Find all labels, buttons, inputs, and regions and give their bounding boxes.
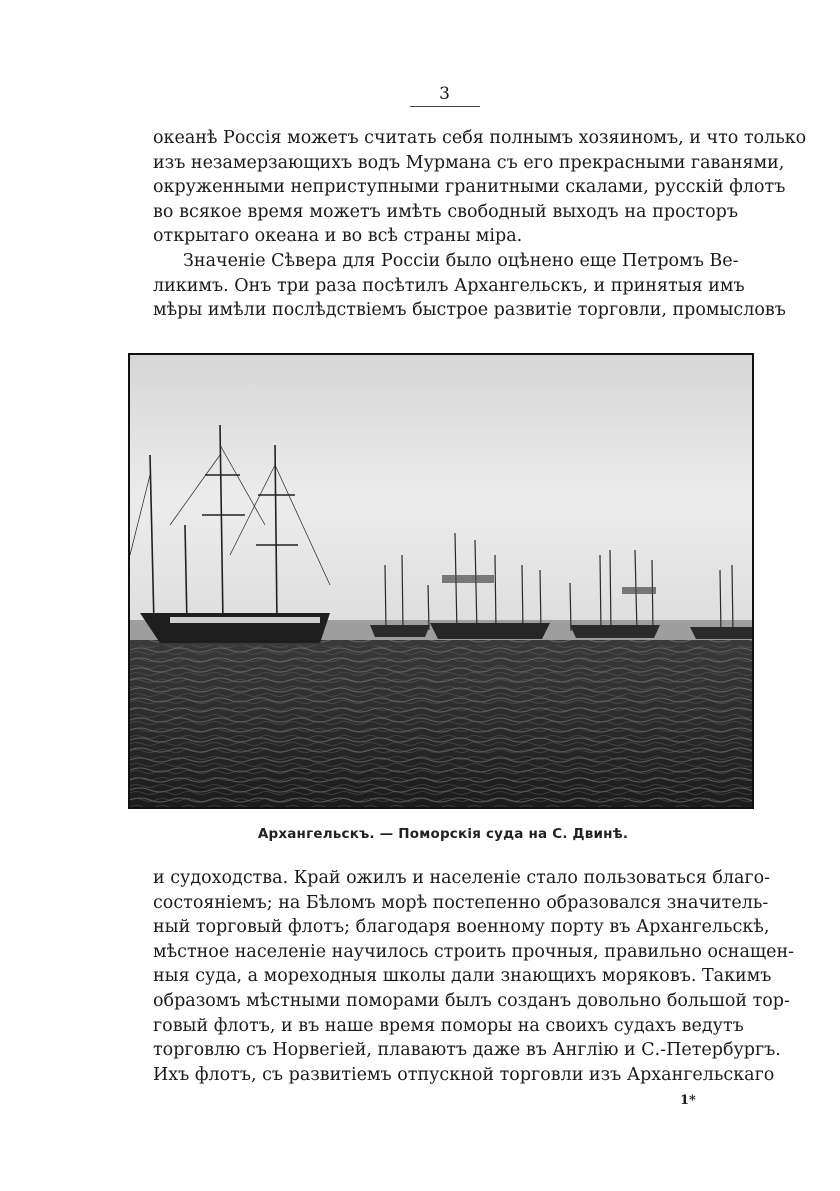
- paragraph-top: [153, 126, 807, 323]
- signature-mark: 1*: [680, 1093, 696, 1108]
- text-line: ныя суда, а мореходныя школы дали знающихъ моряковъ. Такимъ: [153, 966, 772, 987]
- page-number: 3: [439, 84, 451, 104]
- ships-on-river-illustration: [130, 355, 752, 807]
- text-line: Ихъ флотъ, съ развитіемъ отпускной торговли изъ Архангельскаго: [153, 1064, 775, 1085]
- paragraph-bottom: [153, 866, 795, 1087]
- figure-caption: Архангельскъ. — Поморскія суда на С. Двинѣ.: [257, 826, 629, 842]
- text-line: и судоходства. Край ожилъ и населеніе стало пользоваться благо-: [153, 868, 771, 888]
- harbor-photograph: [128, 353, 754, 809]
- page-number-rule: [410, 106, 480, 107]
- text-line: Значеніе Сѣвера для Россіи было оцѣнено еще Петромъ Ве-: [183, 250, 739, 271]
- text-line: изъ незамерзающихъ водъ Мурмана съ его прекрасными гаванями,: [153, 152, 785, 173]
- text-line: ный торговый флотъ; благодаря военному порту въ Архангельскѣ,: [153, 917, 770, 938]
- text-line: образомъ мѣстными поморами былъ созданъ довольно большой тор-: [153, 990, 790, 1011]
- text-line: океанѣ Россія можетъ считать себя полнымъ хозяиномъ, и что только: [153, 128, 807, 148]
- text-line: мѣры имѣли послѣдствіемъ быстрое развитіе торговли, промысловъ: [153, 300, 786, 321]
- text-line: открытаго океана и во всѣ страны міра.: [153, 226, 523, 247]
- text-line: мѣстное населеніе научилось строить прочныя, правильно оснащен-: [153, 941, 795, 962]
- text-line: говый флотъ, и въ наше время поморы на своихъ судахъ ведутъ: [153, 1015, 744, 1036]
- text-line: состояніемъ; на Бѣломъ морѣ постепенно образовался значитель-: [153, 892, 769, 913]
- text-line: во всякое время можетъ имѣть свободный выходъ на просторъ: [153, 201, 738, 222]
- text-line: ликимъ. Онъ три раза посѣтилъ Архангельскъ, и принятыя имъ: [153, 275, 745, 296]
- text-line: торговлю съ Норвегіей, плаваютъ даже въ Англію и С.-Петербургъ.: [153, 1040, 781, 1061]
- text-line: окруженными неприступными гранитными скалами, русскій флотъ: [153, 177, 786, 198]
